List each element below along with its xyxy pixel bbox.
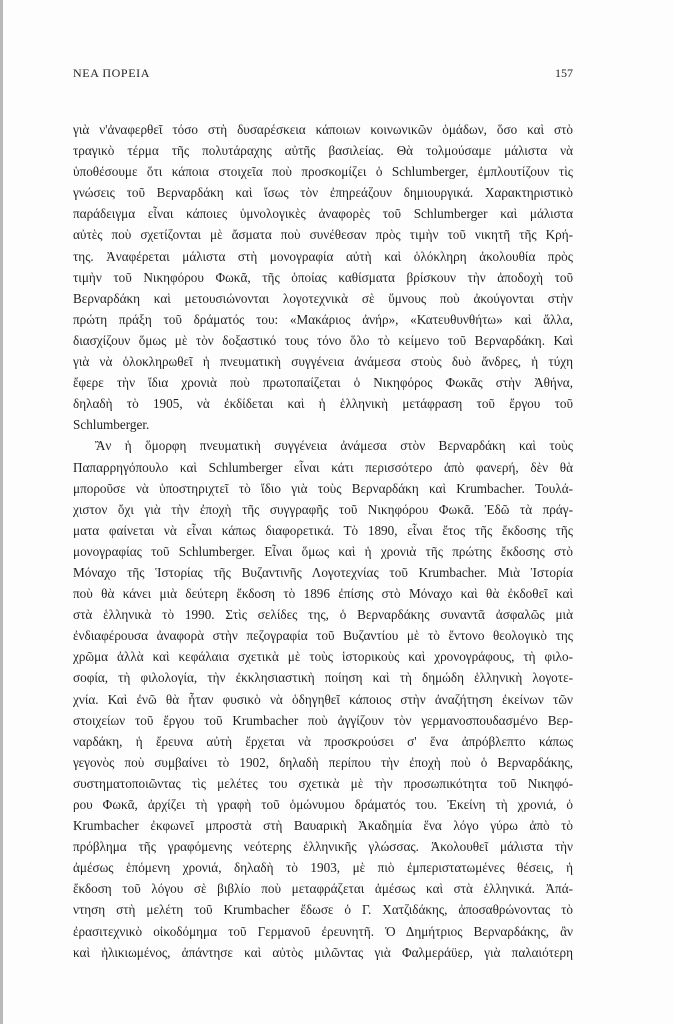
text-line: χρῶμα ἀλλὰ καὶ κεφάλαια σχετικὰ μὲ τοὺς ἱστορικοὺς καὶ χρονογράφους, τὴ φιλο- [73,649,573,665]
text-line: γεγονὸς ποὺ συμβαίνει τὸ 1902, δηλαδὴ περίπου τὴν ἐποχὴ ποὺ ὁ Βερναρδάκης, [73,754,573,770]
text-line: ποὺ θὰ κάνει μιὰ δεύτερη ἔκδοση τὸ 1896 ἐπίσης στὸ Μόναχο καὶ θὰ ἐκδοθεῖ καὶ [73,586,573,602]
text-line: δηλαδὴ τὸ 1905, νὰ ἐκδίδεται καὶ ἡ ἑλληνικὴ μετάφραση τοῦ ἔργου τοῦ [73,396,573,412]
paragraph-1 [73,119,573,435]
text-line: Schlumberger. [73,417,150,433]
text-line: Μόναχο τῆς Ἱστορίας τῆς Βυζαντινῆς Λογοτεχνίας τοῦ Krumbacher. Μιὰ Ἱστορία [73,564,573,580]
text-line: ὑποθέσουμε ὅτι κάποια στοιχεῖα ποὺ προσκομίζει ὁ Schlumberger, ἐμπλουτίζουν τὶς [73,164,573,180]
paragraph-2 [73,435,573,962]
text-line: ρου Φωκᾶ, ἀρχίζει τὴ γραφὴ τοῦ ὁμώνυμου δράματός του. Ἐκείνη τὴ χρονιά, ὁ [73,797,573,812]
text-line: γνώσεις τοῦ Βερναρδάκη καὶ ἴσως τὸν ἐπηρεάζουν δημιουργικά. Χαρακτηριστικὸ [73,185,573,201]
text-line: Ἂν ἡ ὅμορφη πνευματικὴ συγγένεια ἀνάμεσα στὸν Βερναρδάκη καὶ τοὺς [95,438,573,454]
text-line: ναρδάκη, ἡ ἔρευνα αὐτὴ ἔρχεται νὰ προσκρούσει σ' ἕνα ἀπρόβλεπτο κάπως [73,733,573,749]
page-spine-edge [0,0,3,1024]
text-line: χνία. Καὶ ἐνῶ θὰ ἦταν φυσικὸ νὰ ὁδηγηθεῖ κάποιος στὴν ἀναζήτηση ἐκείνων τῶν [73,691,573,707]
text-line: γιὰ νὰ ὁλοκληρωθεῖ ἡ πνευματικὴ συγγένεια ἀνάμεσα στοὺς δυὸ ἄνδρες, ἡ τύχη [73,354,573,370]
text-line: ἐνδιαφέρουσα ἀναφορὰ στὴν πεζογραφία τοῦ Βυζαντίου μὲ τὸ ἔντονο θεολογικὸ της [73,628,573,644]
text-line: σοφία, τὴ φιλολογία, τὴν ἐκκλησιαστικὴ ποίηση καὶ τὴ δημώδη ἑλληνικὴ λογοτε- [73,670,573,686]
text-line: της. Ἀναφέρεται μάλιστα στὴ μονογραφία αὐτὴ καὶ ὁλόκληρη ἀκολουθία πρὸς [73,248,573,264]
text-line: ἀμέσως ἑπόμενη χρονιά, δηλαδὴ τὸ 1903, μὲ πιὸ ἐμπεριστατωμένες θέσεις, ἡ [73,860,573,876]
text-line: πρώτη πράξη τοῦ δράματός του: «Μακάριος ἀνήρ», «Κατευθυνθήτω» καὶ ἄλλα, [73,311,573,327]
text-line: Παπαρρηγόπουλο καὶ Schlumberger εἶναι κάτι περισσότερο ἀπὸ φανερή, δὲν θὰ [73,459,573,475]
text-line: στοιχείων τοῦ ἔργου τοῦ Krumbacher ποὺ ἀγγίζουν τὸν γερμανοσπουδασμένο Βερ- [73,712,573,728]
text-line: τραγικὸ τέρμα τῆς πολυτάραχης αὐτῆς βασιλείας. Θὰ τολμούσαμε μάλιστα νὰ [73,143,573,159]
text-line: μποροῦσε νὰ ὑποστηριχτεῖ τὸ ἴδιο γιὰ τοὺς Βερναρδάκη καὶ Krumbacher. Τουλά- [73,480,573,496]
text-line: τιμὴν τοῦ Νικηφόρου Φωκᾶ, τῆς ὁποίας καθίσματα βρίσκουν τὴν ἀποδοχὴ τοῦ [73,269,573,285]
text-line: παράδειγμα εἶναι κάποιες ὑμνολογικὲς ἀναφορὲς τοῦ Schlumberger καὶ μάλιστα [73,206,573,222]
text-line: ματα φαίνεται νὰ εἶναι κάπως διαφορετικά. Τὸ 1890, εἶναι ἔτος τῆς ἔκδοσης τῆς [73,522,573,538]
page-number: 157 [555,66,573,80]
text-line: μονογραφίας τοῦ Schlumberger. Εἶναι ὅμως καὶ ἡ χρονιὰ τῆς πρώτης ἔκδοσης στὸ [73,543,573,559]
page-header [73,66,573,86]
text-line: πρόβλημα τῆς γραφόμενης νεότερης ἑλληνικῆς γλώσσας. Ἀκολουθεῖ μάλιστα τὴν [73,839,573,855]
text-line: καὶ ἡλικιωμένος, ἀπάντησε καὶ αὐτὸς μιλῶντας γιὰ Φαλμεράϋερ, γιὰ παλαιότερη [73,944,573,960]
text-line: στὰ ἑλληνικὰ τὸ 1990. Στὶς σελίδες της, ὁ Βερναρδάκης συναντᾶ ἀσφαλῶς μιὰ [73,607,573,623]
text-line: χιστον ὄχι γιὰ τὴν ἐποχὴ τῆς συγγραφῆς τοῦ Νικηφόρου Φωκᾶ. Ἐδῶ τὰ πράγ- [73,501,573,517]
text-line: ντηση στὴ μελέτη τοῦ Krumbacher ἔδωσε ὁ Γ. Χατζιδάκης, ἀποσαθρώνοντας τὸ [73,902,573,918]
text-line: συστηματοποιῶντας τὶς μελέτες του σχετικὰ μὲ τὴν προσωπικότητα τοῦ Νικηφό- [73,775,573,791]
body-text [73,119,573,963]
text-line: διασχίζουν ὅμως μὲ τὸν δοξαστικό τους τόνο ὅλο τὸ κείμενο τοῦ Βερναρδάκη. Καὶ [73,332,573,348]
text-line: ἔκδοση τοῦ λόγου σὲ βιβλίο ποὺ μεταφράζεται ἀμέσως καὶ στὰ ἑλληνικά. Ἀπά- [73,881,573,897]
text-line: ἔφερε τὴν ἴδια χρονιὰ ποὺ πρωτοπαίζεται ὁ Νικηφόρος Φωκᾶς στὴν Ἀθήνα, [73,375,573,391]
text-line: αὐτὲς ποὺ σχετίζονται μὲ ἄσματα ποὺ συνέθεσαν πρὸς τιμὴν τοῦ νικητῆ τῆς Κρή- [73,227,573,243]
text-line: γιὰ ν'ἀναφερθεῖ τόσο στὴ δυσαρέσκεια κάποιων κοινωνικῶν ὁμάδων, ὅσο καὶ στὸ [73,122,573,137]
text-line: ἐρασιτεχνικὸ οἰκοδόμημα τοῦ Γερμανοῦ ἐρευνητῆ. Ὁ Δημήτριος Βερναρδάκης, ἂν [73,923,573,939]
text-line: Βερναρδάκη καὶ μετουσιώνονται λογοτεχνικὰ σὲ ὕμνους ποὺ ἀκούγονται στὴν [73,290,573,306]
running-head: ΝΕΑ ΠΟΡΕΙΑ [73,66,150,80]
text-line: Krumbacher ἐκφωνεῖ μπροστὰ στὴ Βαυαρικὴ Ἀκαδημία ἕνα λόγο γύρω ἀπὸ τὸ [73,818,573,834]
